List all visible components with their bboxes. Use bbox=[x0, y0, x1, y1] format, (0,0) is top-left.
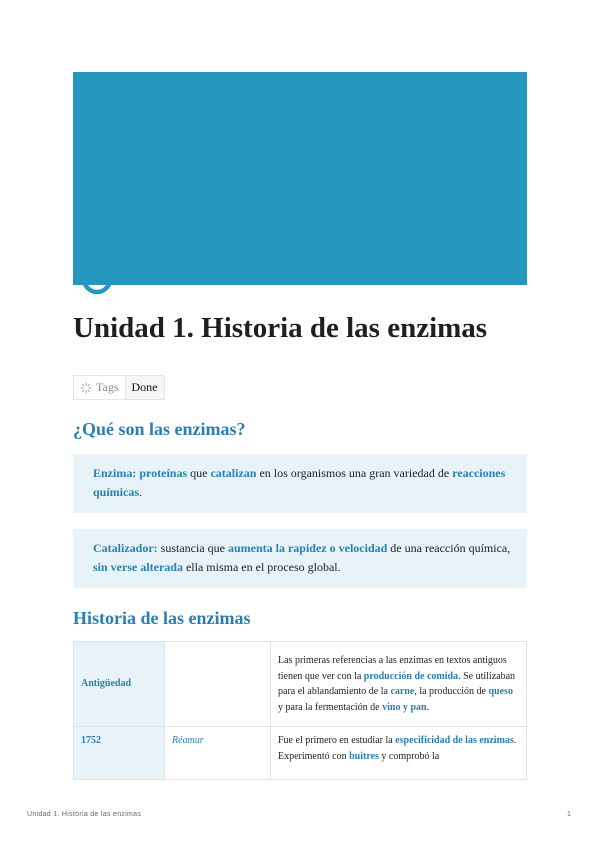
era-cell: 1752 bbox=[74, 727, 165, 780]
callout-text: en los organismos una gran variedad de bbox=[256, 466, 453, 480]
history-table bbox=[73, 641, 527, 780]
desc-text: y para la fermentación de bbox=[278, 701, 383, 713]
page-title: Unidad 1. Historia de las enzimas bbox=[73, 312, 488, 344]
callout-text: de una reacción química, bbox=[387, 541, 511, 555]
description-cell bbox=[271, 642, 527, 727]
callout-text: reacciones químicas bbox=[93, 466, 506, 499]
callout-enzima bbox=[73, 454, 527, 513]
section-heading-historia: Historia de las enzimas bbox=[73, 608, 251, 628]
desc-text: Las primeras referencias a las enzimas en textos antiguos tienen que ver con la bbox=[278, 655, 507, 682]
desc-text: buitres bbox=[349, 750, 379, 762]
properties-row bbox=[73, 375, 165, 400]
callout-text: proteínas bbox=[139, 466, 188, 480]
desc-text: . bbox=[426, 701, 430, 713]
callout-text: catalizan bbox=[210, 466, 257, 480]
desc-text: producción de comida bbox=[363, 670, 459, 682]
callout-term: Catalizador: bbox=[93, 541, 158, 555]
page-number: 1 bbox=[567, 811, 571, 818]
tags-label: Tags bbox=[96, 380, 119, 394]
table-row bbox=[74, 642, 527, 727]
tags-property[interactable] bbox=[74, 376, 126, 399]
person-cell: Réamur bbox=[165, 727, 271, 780]
timer-icon bbox=[80, 262, 114, 296]
table-row bbox=[74, 727, 527, 780]
desc-text: . Se utilizaban para el ablandamiento de la bbox=[278, 670, 516, 697]
callout-text: que bbox=[187, 466, 211, 480]
era-cell: Antigüedad bbox=[74, 642, 165, 727]
description-cell bbox=[271, 727, 527, 780]
person-cell bbox=[165, 642, 271, 727]
footer-title: Unidad 1. Historia de las enzimas bbox=[27, 811, 142, 818]
callout-text: aumenta la rapidez o velocidad bbox=[227, 541, 388, 555]
callout-text: ella misma en el proceso global. bbox=[182, 560, 341, 574]
desc-text: Fue el primero en estudiar la bbox=[278, 735, 396, 746]
desc-text: . Experimentó con bbox=[278, 735, 517, 762]
desc-text: especificidad de las enzimas bbox=[395, 735, 514, 746]
callout-term: Enzima: bbox=[93, 466, 137, 480]
desc-text: , la producción de bbox=[414, 686, 489, 697]
desc-text: carne bbox=[390, 686, 415, 697]
tags-value[interactable]: Done bbox=[126, 376, 164, 399]
desc-text: vino y pan bbox=[382, 701, 427, 713]
callout-text: sin verse alterada bbox=[93, 560, 183, 574]
callout-text: . bbox=[139, 485, 143, 499]
cover-banner bbox=[73, 72, 527, 285]
section-heading-que-son: ¿Qué son las enzimas? bbox=[73, 419, 246, 439]
desc-text: queso bbox=[488, 686, 513, 697]
loading-icon bbox=[80, 382, 92, 394]
desc-text: y comprobó la bbox=[378, 750, 440, 762]
callout-text: sustancia que bbox=[157, 541, 228, 555]
callout-catalizador bbox=[73, 529, 527, 588]
